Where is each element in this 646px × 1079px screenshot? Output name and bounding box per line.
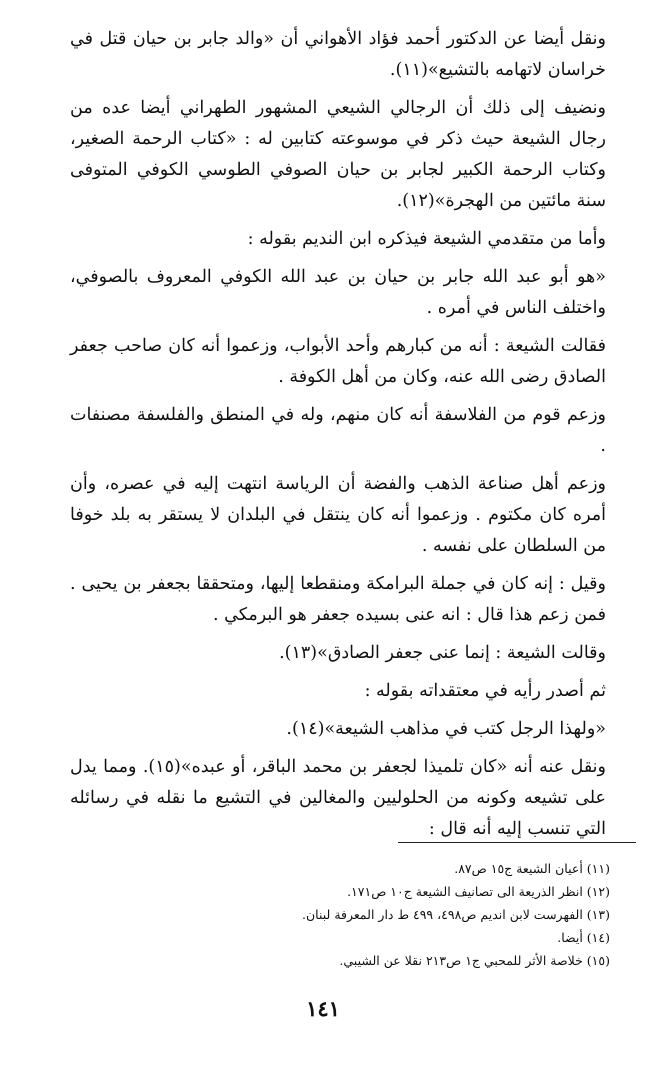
paragraph: ونضيف إلى ذلك أن الرجالي الشيعي المشهور الطهراني أيضا عده من رجال الشيعة حيث ذكر في موسوعته كتابين له : «كتاب الرحمة الصغير، وكتاب الرحمة الكبير لجابر بن حيان الصوفي الطوسي الكوفي المتوفى سنة مائتين من الهجرة»(١٢). bbox=[70, 98, 606, 211]
paragraph: وأما من متقدمي الشيعة فيذكره ابن النديم بقوله : bbox=[247, 229, 606, 249]
paragraph: وقالت الشيعة : إنما عنى جعفر الصادق»(١٣). bbox=[279, 643, 606, 663]
footnote: (١٤) أيضا. bbox=[557, 930, 610, 945]
footnote-divider bbox=[398, 842, 636, 843]
paragraph: وزعم قوم من الفلاسفة أنه كان منهم، وله في المنطق والفلسفة مصنفات . bbox=[70, 405, 606, 456]
footnote: (١٣) الفهرست لابن انديم ص٤٩٨، ٤٩٩ ط دار المعرفة لبنان. bbox=[302, 907, 610, 922]
footnote: (١١) أعيان الشيعة ج١٥ ص٨٧. bbox=[454, 861, 610, 876]
paragraph: ثم أصدر رأيه في معتقداته بقوله : bbox=[364, 681, 606, 701]
paragraph: ونقل عنه أنه «كان تلميذا لجعفر بن محمد الباقر، أو عبده»(١٥). ومما يدل على تشيعه وكونه من الحلوليين والمغالين في التشيع ما نقله في رسائله التي تنسب إليه أنه قال : bbox=[70, 757, 606, 839]
paragraph: وقيل : إنه كان في جملة البرامكة ومنقطعا إليها، ومتحققا بجعفر بن يحيى . فمن زعم هذا قال : انه عنى بسيده جعفر هو البرمكي . bbox=[70, 574, 606, 625]
page-body bbox=[70, 24, 606, 852]
paragraph: ونقل أيضا عن الدكتور أحمد فؤاد الأهواني أن «والد جابر بن حيان قتل في خراسان لاتهامه بالتشيع»(١١). bbox=[70, 29, 606, 80]
paragraph: «هو أبو عبد الله جابر بن حيان بن عبد الله الكوفي المعروف بالصوفي، واختلف الناس في أمره . bbox=[70, 267, 606, 318]
page-number: ١٤١ bbox=[306, 996, 340, 1021]
footnotes bbox=[60, 857, 610, 972]
paragraph: فقالت الشيعة : أنه من كبارهم وأحد الأبواب، وزعموا أنه كان صاحب جعفر الصادق رضى الله عنه، وكان من أهل الكوفة . bbox=[70, 336, 606, 387]
paragraph: وزعم أهل صناعة الذهب والفضة أن الرياسة انتهت إليه في عصره، وأن أمره كان مكتوم . وزعموا أنه كان ينتقل في البلدان لا يستقر به بلد خوفا من السلطان على نفسه . bbox=[70, 474, 606, 556]
paragraph: «ولهذا الرجل كتب في مذاهب الشيعة»(١٤). bbox=[286, 719, 606, 739]
footnote: (١٥) خلاصة الأثر للمحبي ج١ ص٢١٣ نقلا عن الشيبي. bbox=[339, 953, 610, 968]
footnote: (١٢) انظر الذريعة الى تصانيف الشيعة ج١٠ ص١٧١. bbox=[347, 884, 610, 899]
